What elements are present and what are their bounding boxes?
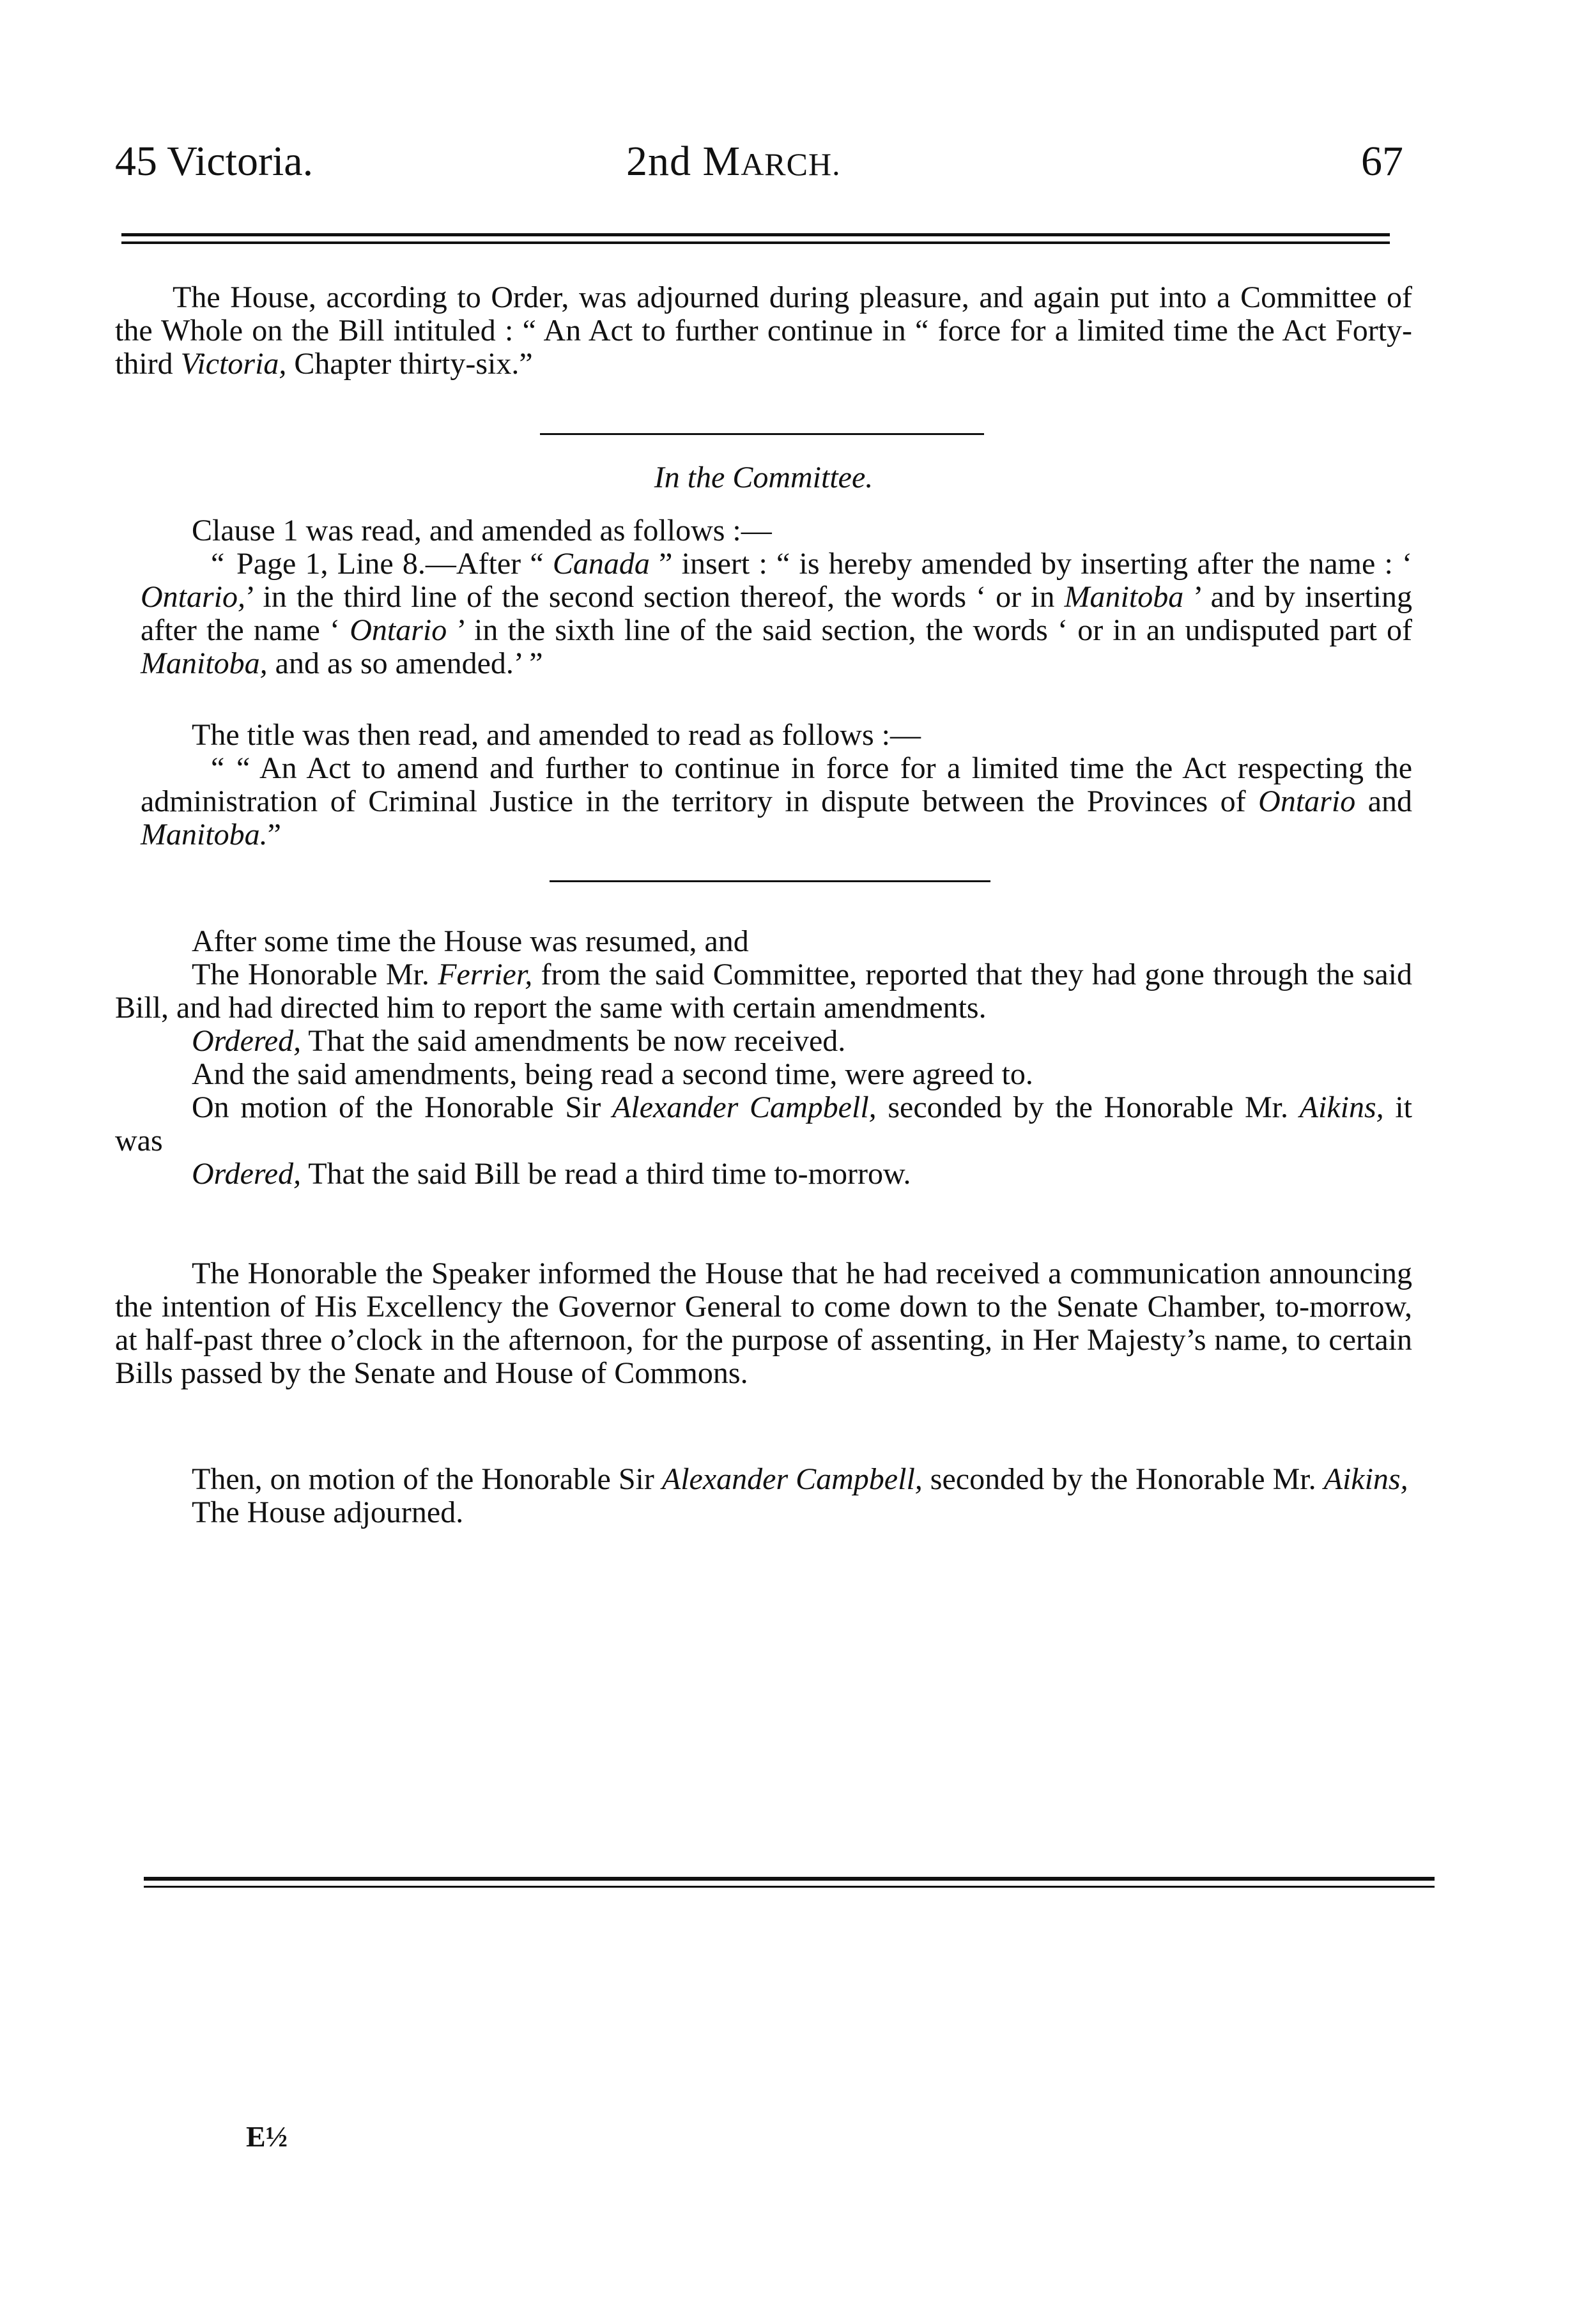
- section-divider: [540, 433, 984, 435]
- committee-report: After some time the House was resumed, and The Honorable Mr. Ferrier, from the said Committee, reported that they had gone through the said Bill, and had directed him to report the same with certain amendments. Ordered, That the said amendments be now received. And the said amendments, being read a second time, were agreed to. On motion of the Honorable Sir Alexander Campbell, seconded by the Honorable Mr. Aikins, it was Ordered, That the said Bill be read a third time to-morrow.: [115, 924, 1413, 1191]
- page-number: 67: [1361, 138, 1403, 185]
- p1-text: The House, according to Order, was adjourned during pleasure, and again put into a Committee of the Whole on the Bill intituled : “ An Act to further continue in “ force for a limited time the Act Forty-third: [115, 280, 1412, 381]
- date-month-rest: ARCH.: [741, 146, 841, 182]
- amended-title: “ “ An Act to amend and further to continue in force for a limited time the Act respecting the administration of Criminal Justice in the territory in dispute between the Provinces of Ontario and Manitoba.”: [115, 752, 1412, 852]
- running-head-left: 45 Victoria.: [115, 138, 314, 185]
- committee-paragraph: [115, 281, 1412, 381]
- header-rule-thin: [121, 241, 1390, 244]
- running-head-date: [626, 138, 841, 185]
- adjournment: Then, on motion of the Honorable Sir Alexander Campbell, seconded by the Honorable Mr. Aikins, The House adjourned.: [192, 1462, 1408, 1529]
- header-rule: [121, 233, 1390, 236]
- p1-italic: Victoria,: [180, 347, 287, 381]
- footer-rule: [144, 1877, 1435, 1881]
- footer-rule-thin: [144, 1886, 1435, 1888]
- speaker-communication: The Honorable the Speaker informed the House that he had received a communication announcing the intention of His Excellency the Governor General to come down to the Senate Chamber, to-morrow, at half-past three o’clock in the afternoon, for the purpose of assenting, in Her Majesty’s name, to certain Bills passed by the Senate and House of Commons.: [115, 1257, 1412, 1390]
- signature-mark: E½: [246, 2120, 288, 2153]
- quote-mark: “: [211, 547, 225, 581]
- quote-mark: “: [211, 751, 225, 785]
- date-month-cap: M: [702, 138, 741, 185]
- date-day: 2nd: [626, 138, 691, 185]
- clause-amendment: “ Page 1, Line 8.—After “ Canada ” insert : “ is hereby amended by inserting after the name : ‘ Ontario,’ in the third line of the second section thereof, the words ‘ or in Manitoba ’ and by inserting after the name ‘ Ontario ’ in the sixth line of the said section, the words ‘ or in an undisputed part of Manitoba, and as so amended.’ ”: [115, 547, 1412, 680]
- committee-heading: In the Committee.: [654, 461, 874, 494]
- title-intro: The title was then read, and amended to read as follows :—: [192, 718, 921, 752]
- clause-intro: Clause 1 was read, and amended as follows :—: [192, 514, 772, 547]
- p1-text-end: Chapter thirty-six.”: [286, 347, 533, 381]
- section-divider: [550, 880, 990, 882]
